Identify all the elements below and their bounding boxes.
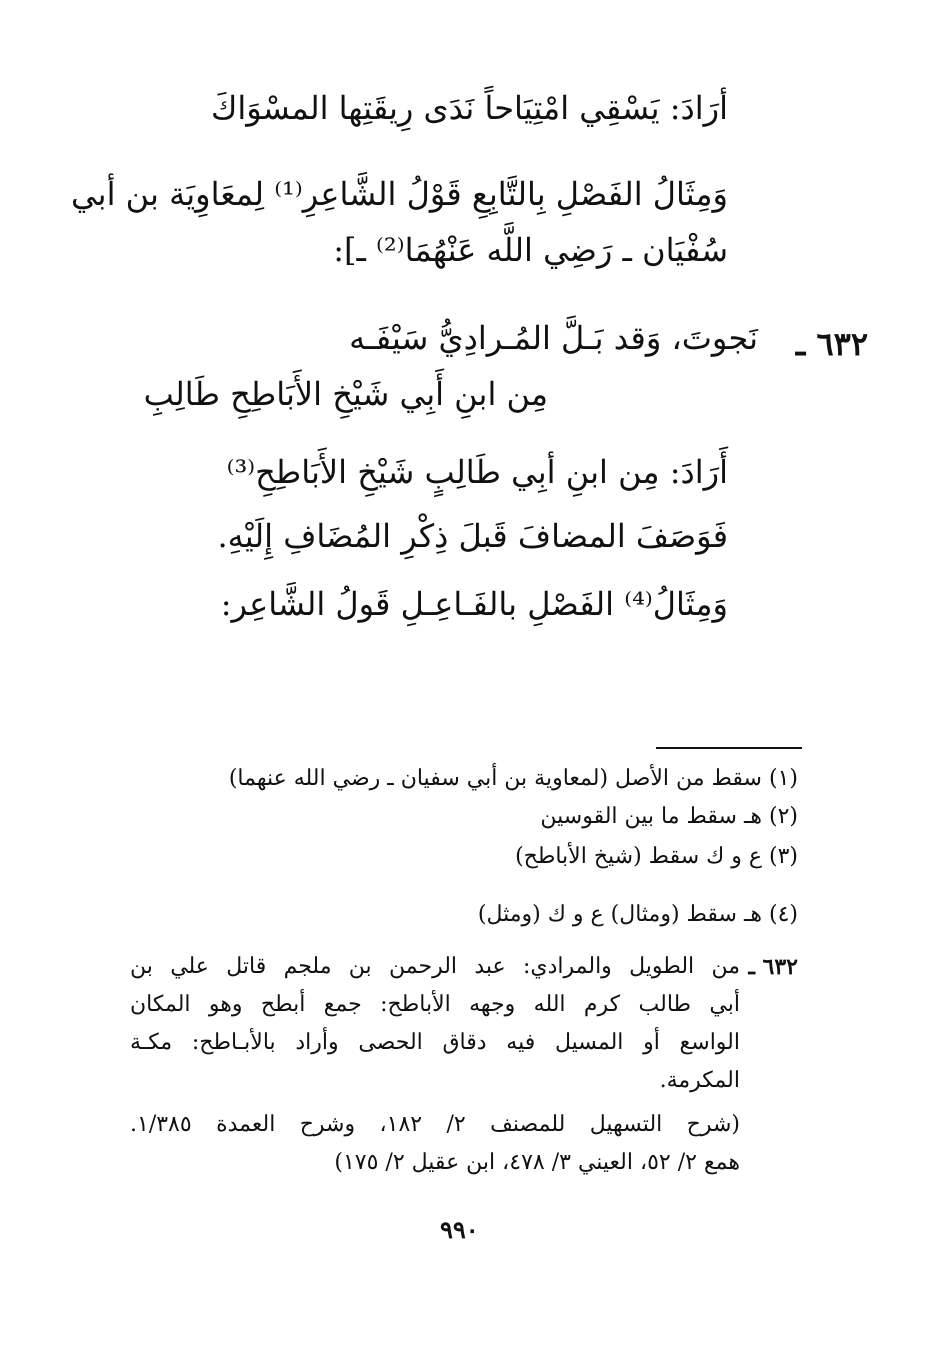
footnote-3: (٣) ع و ك سقط (شيخ الأباطح) [515, 844, 798, 869]
footnote-2: (٢) هـ سقط ما بين القوسين [540, 804, 798, 829]
body-line-2: وَمِثَالُ الفَصْلِ بِالتَّابِعِ قَوْلُ الشَّاعِرِ⁽¹⁾ لِمعَاوِيَة بن أبي [70, 175, 728, 213]
commentary-sources-line-2: همع ٢/ ٥٢، العيني ٣/ ٤٧٨، ابن عقيل ٢/ ١٧٥) [334, 1150, 740, 1175]
footnote-1: (١) سقط من الأصل (لمعاوية بن أبي سفيان ـ رضي الله عنهما) [228, 766, 798, 791]
footnote-separator [656, 747, 802, 749]
verse-number: ٦٣٢ ـ [795, 325, 868, 363]
body-line-4: أَرَادَ: مِن ابنِ أبِي طَالِبٍ شَيْخِ الأَبَاطِحِ⁽³⁾ [226, 453, 728, 491]
commentary-line-3: الواسع أو المسيل فيه دقاق الحصى وأراد بالأبـاطح: مكـة [130, 1030, 740, 1055]
commentary-line-4: المكرمة. [659, 1068, 740, 1093]
commentary-line-2: أبي طالب كرم الله وجهه الأباطح: جمع أبطح وهو المكان [130, 992, 740, 1017]
page-number: ٩٩٠ [440, 1215, 479, 1244]
commentary-line-1: من الطويل والمرادي: عبد الرحمن بن ملجم قاتل علي بن [130, 954, 740, 979]
verse-first-hemistich: نَجوتَ، وَقد بَـلَّ المُـرادِيُّ سَيْفَـه [349, 319, 758, 357]
body-line-1: أرَادَ: يَسْقِي امْتِيَاحاً نَدَى رِيقَتِها المسْوَاكَ [211, 89, 728, 127]
verse-second-hemistich: مِن ابنِ أَبِي شَيْخِ الأَبَاطِحِ طَالِبِ [143, 375, 548, 413]
body-line-3: سُفْيَان ـ رَضِي اللَّه عَنْهُمَا⁽²⁾ ـ]: [333, 231, 728, 269]
body-line-5: فَوَصَفَ المضافَ قَبلَ ذِكْرِ المُضَافِ إِلَيْهِ. [217, 517, 728, 555]
body-line-6: وَمِثَالُ⁽⁴⁾ الفَصْلِ بالفَـاعِـلِ قَولُ الشَّاعِر: [220, 585, 728, 623]
commentary-number: ٦٣٢ ـ [748, 954, 798, 980]
footnote-4: (٤) هـ سقط (ومثال) ع و ك (ومثل) [477, 902, 798, 927]
commentary-sources-line-1: (شرح التسهيل للمصنف ٢/ ١٨٢، وشرح العمدة ١/٣٨٥. [130, 1112, 741, 1137]
